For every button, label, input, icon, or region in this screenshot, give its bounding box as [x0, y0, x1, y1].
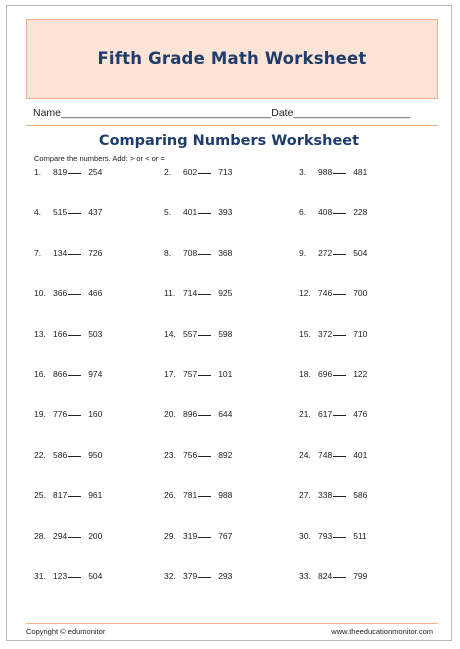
answer-blank[interactable]: [68, 374, 81, 376]
right-number: 503: [88, 328, 103, 339]
left-number: 515: [53, 207, 68, 218]
answer-blank[interactable]: [333, 293, 346, 295]
problem-number: 14.: [164, 328, 176, 339]
problem-item: [164, 531, 232, 541]
answer-blank[interactable]: [68, 414, 81, 416]
problem-number: 20.: [164, 409, 176, 420]
right-number: 950: [88, 449, 103, 460]
problem-number: 6.: [299, 207, 307, 218]
problem-item: [299, 490, 367, 500]
right-number: 160: [88, 409, 103, 420]
answer-blank[interactable]: [333, 172, 346, 174]
right-number: 200: [88, 530, 103, 541]
problem-item: [34, 409, 102, 419]
problem-number: 19.: [34, 409, 46, 420]
problem-grid: [7, 6, 451, 640]
problem-number: 32.: [164, 571, 176, 581]
right-number: 293: [218, 571, 233, 581]
right-number: 586: [353, 490, 368, 501]
answer-blank[interactable]: [333, 495, 346, 497]
answer-blank[interactable]: [333, 374, 346, 376]
right-number: 644: [218, 409, 233, 420]
left-number: 781: [183, 490, 198, 501]
left-number: 746: [318, 288, 333, 299]
problem-number: 28.: [34, 530, 46, 541]
answer-blank[interactable]: [68, 253, 81, 255]
name-date-line: Name____________________________________Date____________________: [33, 107, 411, 119]
right-number: 504: [353, 247, 368, 258]
right-number: 437: [88, 207, 103, 218]
left-number: 617: [318, 409, 333, 420]
problem-item: [164, 450, 232, 460]
answer-blank[interactable]: [198, 212, 211, 214]
problem-number: 24.: [299, 449, 311, 460]
left-number: 557: [183, 328, 198, 339]
left-number: 408: [318, 207, 333, 218]
problem-number: 23.: [164, 449, 176, 460]
problem-number: 4.: [34, 207, 42, 218]
problem-number: 1.: [34, 167, 42, 177]
problem-number: 10.: [34, 288, 46, 299]
problem-number: 2.: [164, 167, 172, 177]
problem-number: 8.: [164, 247, 172, 258]
right-number: 988: [218, 490, 233, 501]
problem-number: 16.: [34, 369, 46, 379]
left-number: 817: [53, 490, 68, 501]
right-number: 710: [353, 328, 368, 339]
right-number: 892: [218, 449, 233, 460]
problem-item: [34, 531, 102, 541]
problem-number: 30.: [299, 530, 311, 541]
left-number: 708: [183, 247, 198, 258]
left-number: 824: [318, 571, 333, 581]
problem-item: [34, 167, 102, 177]
right-number: 511: [353, 530, 367, 541]
left-number: 379: [183, 571, 198, 581]
left-number: 776: [53, 409, 68, 420]
problem-item: [164, 248, 232, 258]
left-number: 372: [318, 328, 333, 339]
right-number: 598: [218, 328, 233, 339]
problem-item: [299, 288, 367, 298]
instructions: Compare the numbers. Add: > or < or =: [34, 154, 165, 163]
problem-item: [34, 571, 102, 581]
right-number: 713: [218, 167, 233, 177]
copyright-text: Copyright © edumonitor: [26, 627, 106, 636]
left-number: 338: [318, 490, 333, 501]
problem-item: [164, 571, 232, 581]
problem-item: [164, 369, 232, 379]
right-number: 254: [88, 167, 103, 177]
answer-blank[interactable]: [333, 576, 346, 578]
right-number: 393: [218, 207, 233, 218]
problem-item: [299, 531, 367, 541]
left-number: 714: [183, 288, 198, 299]
answer-blank[interactable]: [333, 536, 346, 538]
footer-divider: [26, 623, 438, 624]
left-number: 793: [318, 530, 333, 541]
left-number: 696: [318, 369, 333, 379]
problem-number: 5.: [164, 207, 172, 218]
left-number: 602: [183, 167, 198, 177]
problem-item: [164, 167, 232, 177]
right-number: 726: [88, 247, 103, 258]
problem-item: [299, 248, 367, 258]
problem-number: 12.: [299, 288, 311, 299]
problem-item: [299, 207, 367, 217]
problem-item: [299, 450, 367, 460]
answer-blank[interactable]: [68, 536, 81, 538]
problem-number: 31.: [34, 571, 46, 581]
answer-blank[interactable]: [68, 576, 81, 578]
answer-blank[interactable]: [68, 172, 81, 174]
worksheet-subtitle: Comparing Numbers Worksheet: [98, 133, 360, 149]
left-number: 988: [318, 167, 333, 177]
answer-blank[interactable]: [68, 293, 81, 295]
left-number: 166: [53, 328, 68, 339]
right-number: 961: [88, 490, 103, 501]
answer-blank[interactable]: [198, 536, 211, 538]
problem-item: [299, 369, 367, 379]
left-number: 756: [183, 449, 198, 460]
answer-blank[interactable]: [68, 334, 81, 336]
left-number: 134: [53, 247, 68, 258]
answer-blank[interactable]: [333, 334, 346, 336]
answer-blank[interactable]: [198, 414, 211, 416]
problem-item: [299, 167, 367, 177]
left-number: 748: [318, 449, 333, 460]
problem-item: [34, 369, 102, 379]
problem-item: [164, 329, 232, 339]
problem-number: 13.: [34, 328, 46, 339]
answer-blank[interactable]: [68, 495, 81, 497]
problem-number: 26.: [164, 490, 176, 501]
right-number: 228: [353, 207, 368, 218]
left-number: 272: [318, 247, 333, 258]
answer-blank[interactable]: [333, 455, 346, 457]
problem-number: 11.: [164, 288, 176, 299]
worksheet-title: Fifth Grade Math Worksheet: [97, 49, 367, 68]
right-number: 481: [353, 167, 368, 177]
problem-number: 21.: [299, 409, 311, 420]
problem-number: 29.: [164, 530, 176, 541]
answer-blank[interactable]: [198, 334, 211, 336]
left-number: 586: [53, 449, 68, 460]
problem-item: [164, 490, 232, 500]
right-number: 122: [353, 369, 368, 379]
answer-blank[interactable]: [198, 455, 211, 457]
problem-number: 15.: [299, 328, 311, 339]
problem-item: [164, 409, 232, 419]
left-number: 319: [183, 530, 198, 541]
answer-blank[interactable]: [333, 212, 346, 214]
problem-number: 9.: [299, 247, 307, 258]
answer-blank[interactable]: [333, 253, 346, 255]
right-number: 368: [218, 247, 233, 258]
left-number: 366: [53, 288, 68, 299]
left-number: 819: [53, 167, 68, 177]
right-number: 799: [353, 571, 368, 581]
answer-blank[interactable]: [333, 414, 346, 416]
problem-item: [34, 248, 102, 258]
answer-blank[interactable]: [198, 374, 211, 376]
problem-number: 27.: [299, 490, 311, 501]
problem-number: 3.: [299, 167, 307, 177]
right-number: 101: [218, 369, 233, 379]
worksheet-page: [6, 5, 452, 641]
problem-number: 25.: [34, 490, 46, 501]
problem-item: [34, 288, 102, 298]
right-number: 974: [88, 369, 103, 379]
left-number: 866: [53, 369, 68, 379]
answer-blank[interactable]: [68, 212, 81, 214]
answer-blank[interactable]: [68, 455, 81, 457]
problem-item: [164, 288, 232, 298]
problem-item: [299, 329, 367, 339]
problem-number: 33.: [299, 571, 311, 581]
problem-item: [299, 571, 367, 581]
answer-blank[interactable]: [198, 495, 211, 497]
left-number: 294: [53, 530, 68, 541]
problem-item: [34, 490, 102, 500]
problem-item: [164, 207, 232, 217]
problem-number: 22.: [34, 449, 46, 460]
website-text: www.theeducationmonitor.com: [331, 627, 433, 636]
problem-item: [34, 450, 102, 460]
problem-item: [299, 409, 367, 419]
answer-blank[interactable]: [198, 293, 211, 295]
left-number: 757: [183, 369, 198, 379]
problem-number: 17.: [164, 369, 176, 379]
problem-item: [34, 207, 102, 217]
right-number: 401: [353, 449, 368, 460]
answer-blank[interactable]: [198, 576, 211, 578]
right-number: 466: [88, 288, 103, 299]
answer-blank[interactable]: [198, 253, 211, 255]
left-number: 123: [53, 571, 68, 581]
problem-number: 18.: [299, 369, 311, 379]
left-number: 401: [183, 207, 198, 218]
right-number: 476: [353, 409, 368, 420]
left-number: 896: [183, 409, 198, 420]
right-number: 700: [353, 288, 368, 299]
answer-blank[interactable]: [198, 172, 211, 174]
right-number: 767: [218, 530, 233, 541]
problem-item: [34, 329, 102, 339]
problem-number: 7.: [34, 247, 42, 258]
right-number: 504: [88, 571, 103, 581]
right-number: 925: [218, 288, 233, 299]
